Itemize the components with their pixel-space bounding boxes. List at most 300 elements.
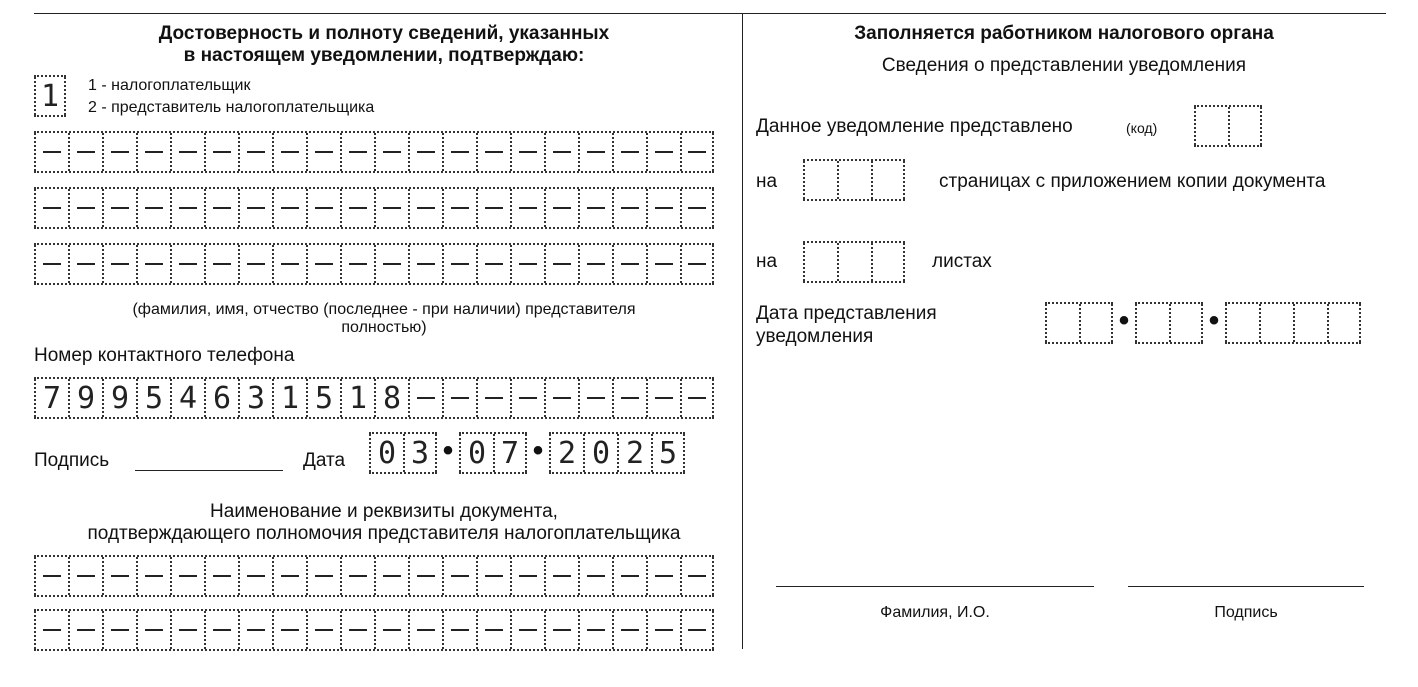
entry-cell xyxy=(578,133,612,171)
dash-filler xyxy=(519,263,537,265)
dash-filler xyxy=(111,629,129,631)
dash-filler xyxy=(281,151,299,153)
date-separator: • xyxy=(532,434,544,467)
dash-filler xyxy=(655,263,673,265)
entry-cell xyxy=(1259,304,1293,342)
signature-label: Подпись xyxy=(34,450,110,471)
entry-cell xyxy=(102,611,136,649)
dash-filler xyxy=(315,263,333,265)
entry-cell xyxy=(442,133,476,171)
entry-cell xyxy=(102,133,136,171)
dash-filler xyxy=(349,575,367,577)
date-part[interactable] xyxy=(369,432,437,474)
fio-caption-line1: (фамилия, имя, отчество (последнее - при наличии) представителя xyxy=(132,301,636,318)
entry-cell xyxy=(408,379,442,417)
pages-prefix: на xyxy=(756,171,778,192)
dash-filler xyxy=(519,397,537,399)
entry-cell xyxy=(34,245,68,283)
entry-cell xyxy=(646,557,680,595)
entry-cell xyxy=(510,557,544,595)
entry-cell xyxy=(442,245,476,283)
entry-cell xyxy=(476,611,510,649)
entry-cell xyxy=(68,245,102,283)
dash-filler xyxy=(688,207,706,209)
entry-cell xyxy=(680,379,714,417)
entry-cell xyxy=(612,245,646,283)
entry-cell xyxy=(136,611,170,649)
dash-filler xyxy=(383,207,401,209)
dash-filler xyxy=(417,397,435,399)
entry-cell: 0 xyxy=(583,434,617,472)
office-subtitle: Сведения о представлении уведомления xyxy=(881,55,1247,76)
entry-cell xyxy=(612,133,646,171)
signer-option-2: 2 - представитель налогоплательщика xyxy=(88,99,375,116)
dash-filler xyxy=(485,629,503,631)
dash-filler xyxy=(417,263,435,265)
dash-filler xyxy=(417,207,435,209)
entry-cell xyxy=(510,611,544,649)
fio-row-3[interactable] xyxy=(34,243,714,285)
signer-option-1: 1 - налогоплательщик xyxy=(88,77,251,94)
entry-cell xyxy=(544,611,578,649)
dash-filler xyxy=(519,575,537,577)
entry-cell xyxy=(170,557,204,595)
office-date-label-line2: уведомления xyxy=(756,326,874,347)
entry-cell xyxy=(238,245,272,283)
dash-filler xyxy=(247,575,265,577)
entry-cell xyxy=(612,557,646,595)
entry-cell xyxy=(646,189,680,227)
entry-cell: 1 xyxy=(340,379,374,417)
dash-filler xyxy=(179,151,197,153)
dash-filler xyxy=(587,263,605,265)
doc-title-line1: Наименование и реквизиты документа, xyxy=(210,501,558,522)
fio-caption-line2: полностью) xyxy=(341,319,427,336)
entry-cell xyxy=(510,133,544,171)
dash-filler xyxy=(281,207,299,209)
dash-filler xyxy=(417,151,435,153)
date-separator: • xyxy=(1118,304,1130,337)
confirm-title-line2: в настоящем уведомлении, подтверждаю: xyxy=(183,45,585,66)
dash-filler xyxy=(688,263,706,265)
dash-filler xyxy=(349,263,367,265)
entry-cell xyxy=(1293,304,1327,342)
entry-cell xyxy=(871,243,905,281)
entry-cell xyxy=(238,133,272,171)
dash-filler xyxy=(587,575,605,577)
dash-filler xyxy=(349,207,367,209)
entry-cell xyxy=(1194,107,1228,145)
entry-cell xyxy=(374,557,408,595)
dash-filler xyxy=(281,575,299,577)
dash-filler xyxy=(179,575,197,577)
date-field[interactable] xyxy=(369,432,685,474)
entry-cell xyxy=(374,189,408,227)
entry-cell xyxy=(680,133,714,171)
entry-cell: 0 xyxy=(369,434,403,472)
entry-cell: 5 xyxy=(651,434,685,472)
doc-row-2[interactable] xyxy=(34,609,714,651)
top-rule xyxy=(34,13,1386,14)
entry-cell xyxy=(340,245,374,283)
entry-cell xyxy=(408,189,442,227)
dash-filler xyxy=(145,151,163,153)
date-part[interactable] xyxy=(1225,302,1361,344)
entry-cell xyxy=(871,161,905,199)
signature-line[interactable] xyxy=(135,470,283,471)
sheets-prefix: на xyxy=(756,251,778,272)
office-sign-line[interactable] xyxy=(1128,586,1364,587)
dash-filler xyxy=(451,263,469,265)
dash-filler xyxy=(451,151,469,153)
dash-filler xyxy=(111,263,129,265)
dash-filler xyxy=(281,629,299,631)
entry-cell xyxy=(374,245,408,283)
entry-cell xyxy=(442,557,476,595)
dash-filler xyxy=(315,207,333,209)
dash-filler xyxy=(553,151,571,153)
dash-filler xyxy=(451,397,469,399)
dash-filler xyxy=(213,207,231,209)
dash-filler xyxy=(77,151,95,153)
dash-filler xyxy=(519,207,537,209)
pages-field[interactable] xyxy=(803,159,905,201)
dash-filler xyxy=(621,263,639,265)
date-part[interactable] xyxy=(1135,302,1203,344)
dash-filler xyxy=(349,629,367,631)
dash-filler xyxy=(77,263,95,265)
date-label: Дата xyxy=(303,450,346,471)
dash-filler xyxy=(519,151,537,153)
dash-filler xyxy=(43,629,61,631)
entry-cell xyxy=(272,189,306,227)
entry-cell: 2 xyxy=(549,434,583,472)
office-fio-line[interactable] xyxy=(776,586,1094,587)
entry-cell xyxy=(544,133,578,171)
entry-cell xyxy=(837,161,871,199)
dash-filler xyxy=(111,151,129,153)
entry-cell xyxy=(68,133,102,171)
pages-suffix: страницах с приложением копии документа xyxy=(939,171,1326,192)
dash-filler xyxy=(485,207,503,209)
dash-filler xyxy=(417,629,435,631)
date-separator: • xyxy=(1208,304,1220,337)
entry-cell xyxy=(476,245,510,283)
fio-row-1[interactable] xyxy=(34,131,714,173)
dash-filler xyxy=(621,151,639,153)
entry-cell xyxy=(1135,304,1169,342)
office-title: Заполняется работником налогового органа xyxy=(854,23,1274,44)
entry-cell xyxy=(408,133,442,171)
dash-filler xyxy=(111,207,129,209)
entry-cell xyxy=(612,189,646,227)
phone-field[interactable] xyxy=(34,377,714,419)
entry-cell xyxy=(136,557,170,595)
dash-filler xyxy=(451,207,469,209)
dash-filler xyxy=(688,629,706,631)
entry-cell: 3 xyxy=(238,379,272,417)
dash-filler xyxy=(179,263,197,265)
dash-filler xyxy=(621,207,639,209)
entry-cell xyxy=(476,557,510,595)
entry-cell xyxy=(578,611,612,649)
dash-filler xyxy=(383,629,401,631)
entry-cell xyxy=(442,611,476,649)
dash-filler xyxy=(655,207,673,209)
dash-filler xyxy=(451,629,469,631)
entry-cell: 9 xyxy=(68,379,102,417)
dash-filler xyxy=(43,263,61,265)
entry-cell xyxy=(408,557,442,595)
entry-cell xyxy=(306,611,340,649)
dash-filler xyxy=(77,575,95,577)
dash-filler xyxy=(655,575,673,577)
dash-filler xyxy=(553,397,571,399)
dash-filler xyxy=(553,629,571,631)
entry-cell xyxy=(306,557,340,595)
dash-filler xyxy=(179,629,197,631)
entry-cell xyxy=(837,243,871,281)
dash-filler xyxy=(383,151,401,153)
entry-cell xyxy=(272,245,306,283)
dash-filler xyxy=(451,575,469,577)
dash-filler xyxy=(213,263,231,265)
dash-filler xyxy=(145,629,163,631)
submitted-code-field[interactable] xyxy=(1194,105,1262,147)
phone-label: Номер контактного телефона xyxy=(34,345,295,366)
entry-cell: 0 xyxy=(459,434,493,472)
entry-cell xyxy=(204,557,238,595)
entry-cell xyxy=(680,189,714,227)
entry-cell xyxy=(1327,304,1361,342)
dash-filler xyxy=(587,397,605,399)
entry-cell: 4 xyxy=(170,379,204,417)
entry-cell xyxy=(1169,304,1203,342)
entry-cell: 8 xyxy=(374,379,408,417)
dash-filler xyxy=(315,151,333,153)
entry-cell xyxy=(374,133,408,171)
entry-cell xyxy=(272,557,306,595)
entry-cell xyxy=(408,611,442,649)
dash-filler xyxy=(349,151,367,153)
dash-filler xyxy=(655,397,673,399)
entry-cell xyxy=(136,133,170,171)
dash-filler xyxy=(485,575,503,577)
dash-filler xyxy=(43,151,61,153)
entry-cell xyxy=(680,245,714,283)
entry-cell xyxy=(578,245,612,283)
entry-cell: 7 xyxy=(34,379,68,417)
entry-cell xyxy=(803,161,837,199)
dash-filler xyxy=(655,629,673,631)
entry-cell xyxy=(170,245,204,283)
sheets-suffix: листах xyxy=(932,251,992,272)
entry-cell xyxy=(136,189,170,227)
entry-cell xyxy=(442,189,476,227)
dash-filler xyxy=(485,397,503,399)
submitted-code-label: (код) xyxy=(1126,120,1158,136)
dash-filler xyxy=(43,207,61,209)
dash-filler xyxy=(519,629,537,631)
dash-filler xyxy=(587,629,605,631)
column-divider xyxy=(742,13,743,649)
dash-filler xyxy=(688,151,706,153)
entry-cell xyxy=(612,611,646,649)
entry-cell xyxy=(272,133,306,171)
dash-filler xyxy=(77,207,95,209)
entry-cell xyxy=(340,189,374,227)
dash-filler xyxy=(179,207,197,209)
dash-filler xyxy=(247,263,265,265)
confirm-title-line1: Достоверность и полноту сведений, указанных xyxy=(158,23,610,44)
fio-row-2[interactable] xyxy=(34,187,714,229)
entry-cell xyxy=(68,557,102,595)
entry-cell xyxy=(544,379,578,417)
entry-cell xyxy=(238,611,272,649)
entry-cell xyxy=(578,557,612,595)
entry-cell xyxy=(646,379,680,417)
entry-cell xyxy=(544,557,578,595)
fio-caption xyxy=(34,301,734,337)
dash-filler xyxy=(315,629,333,631)
office-date-label-line1: Дата представления xyxy=(756,303,937,324)
entry-cell xyxy=(476,133,510,171)
entry-cell xyxy=(646,611,680,649)
entry-cell xyxy=(306,245,340,283)
entry-cell: 5 xyxy=(136,379,170,417)
entry-cell: 5 xyxy=(306,379,340,417)
entry-cell xyxy=(136,245,170,283)
entry-cell xyxy=(1045,304,1079,342)
entry-cell xyxy=(544,189,578,227)
date-part[interactable] xyxy=(1045,302,1113,344)
entry-cell xyxy=(102,557,136,595)
entry-cell: 9 xyxy=(102,379,136,417)
date-part[interactable] xyxy=(459,432,527,474)
dash-filler xyxy=(383,575,401,577)
entry-cell xyxy=(612,379,646,417)
dash-filler xyxy=(621,575,639,577)
entry-cell: 2 xyxy=(617,434,651,472)
entry-cell xyxy=(578,379,612,417)
entry-cell xyxy=(510,379,544,417)
dash-filler xyxy=(383,263,401,265)
date-part[interactable] xyxy=(549,432,685,474)
entry-cell xyxy=(34,133,68,171)
entry-cell xyxy=(306,189,340,227)
entry-cell xyxy=(646,245,680,283)
dash-filler xyxy=(315,575,333,577)
dash-filler xyxy=(587,207,605,209)
dash-filler xyxy=(417,575,435,577)
dash-filler xyxy=(485,151,503,153)
dash-filler xyxy=(247,629,265,631)
entry-cell xyxy=(272,611,306,649)
dash-filler xyxy=(485,263,503,265)
entry-cell xyxy=(476,189,510,227)
dash-filler xyxy=(145,207,163,209)
entry-cell xyxy=(680,557,714,595)
dash-filler xyxy=(553,207,571,209)
entry-cell: 3 xyxy=(403,434,437,472)
entry-cell xyxy=(803,243,837,281)
entry-cell xyxy=(102,245,136,283)
dash-filler xyxy=(111,575,129,577)
dash-filler xyxy=(281,263,299,265)
entry-cell xyxy=(102,189,136,227)
entry-cell xyxy=(170,133,204,171)
dash-filler xyxy=(688,575,706,577)
entry-cell: 7 xyxy=(493,434,527,472)
dash-filler xyxy=(553,263,571,265)
dash-filler xyxy=(247,151,265,153)
entry-cell xyxy=(34,611,68,649)
entry-cell xyxy=(1225,304,1259,342)
dash-filler xyxy=(43,575,61,577)
entry-cell xyxy=(204,611,238,649)
doc-title-line2: подтверждающего полномочия представителя налогоплательщика xyxy=(87,523,681,544)
entry-cell xyxy=(68,189,102,227)
entry-cell xyxy=(408,245,442,283)
entry-cell: 1 xyxy=(272,379,306,417)
dash-filler xyxy=(77,629,95,631)
entry-cell xyxy=(170,611,204,649)
entry-cell xyxy=(1228,107,1262,145)
confirm-title xyxy=(34,23,734,67)
signer-code-cell: 1 xyxy=(34,77,66,115)
entry-cell xyxy=(238,557,272,595)
entry-cell xyxy=(170,189,204,227)
office-fio-caption: Фамилия, И.О. xyxy=(880,604,990,621)
entry-cell xyxy=(238,189,272,227)
dash-filler xyxy=(621,397,639,399)
entry-cell xyxy=(340,611,374,649)
office-sign-caption: Подпись xyxy=(1214,604,1278,621)
dash-filler xyxy=(213,151,231,153)
entry-cell: 6 xyxy=(204,379,238,417)
entry-cell xyxy=(510,189,544,227)
entry-cell xyxy=(34,557,68,595)
entry-cell xyxy=(340,133,374,171)
dash-filler xyxy=(145,575,163,577)
dash-filler xyxy=(145,263,163,265)
entry-cell xyxy=(68,611,102,649)
entry-cell xyxy=(306,133,340,171)
entry-cell xyxy=(374,611,408,649)
entry-cell xyxy=(1079,304,1113,342)
entry-cell xyxy=(510,245,544,283)
date-separator: • xyxy=(442,434,454,467)
dash-filler xyxy=(587,151,605,153)
dash-filler xyxy=(213,629,231,631)
dash-filler xyxy=(655,151,673,153)
entry-cell xyxy=(340,557,374,595)
signer-code-field[interactable] xyxy=(34,75,66,117)
sheets-field[interactable] xyxy=(803,241,905,283)
entry-cell xyxy=(544,245,578,283)
entry-cell xyxy=(34,189,68,227)
entry-cell xyxy=(204,133,238,171)
entry-cell xyxy=(680,611,714,649)
dash-filler xyxy=(688,397,706,399)
dash-filler xyxy=(621,629,639,631)
doc-row-1[interactable] xyxy=(34,555,714,597)
entry-cell xyxy=(204,189,238,227)
dash-filler xyxy=(247,207,265,209)
office-date-field[interactable] xyxy=(1045,302,1361,344)
entry-cell xyxy=(442,379,476,417)
submitted-label: Данное уведомление представлено xyxy=(756,116,1073,137)
